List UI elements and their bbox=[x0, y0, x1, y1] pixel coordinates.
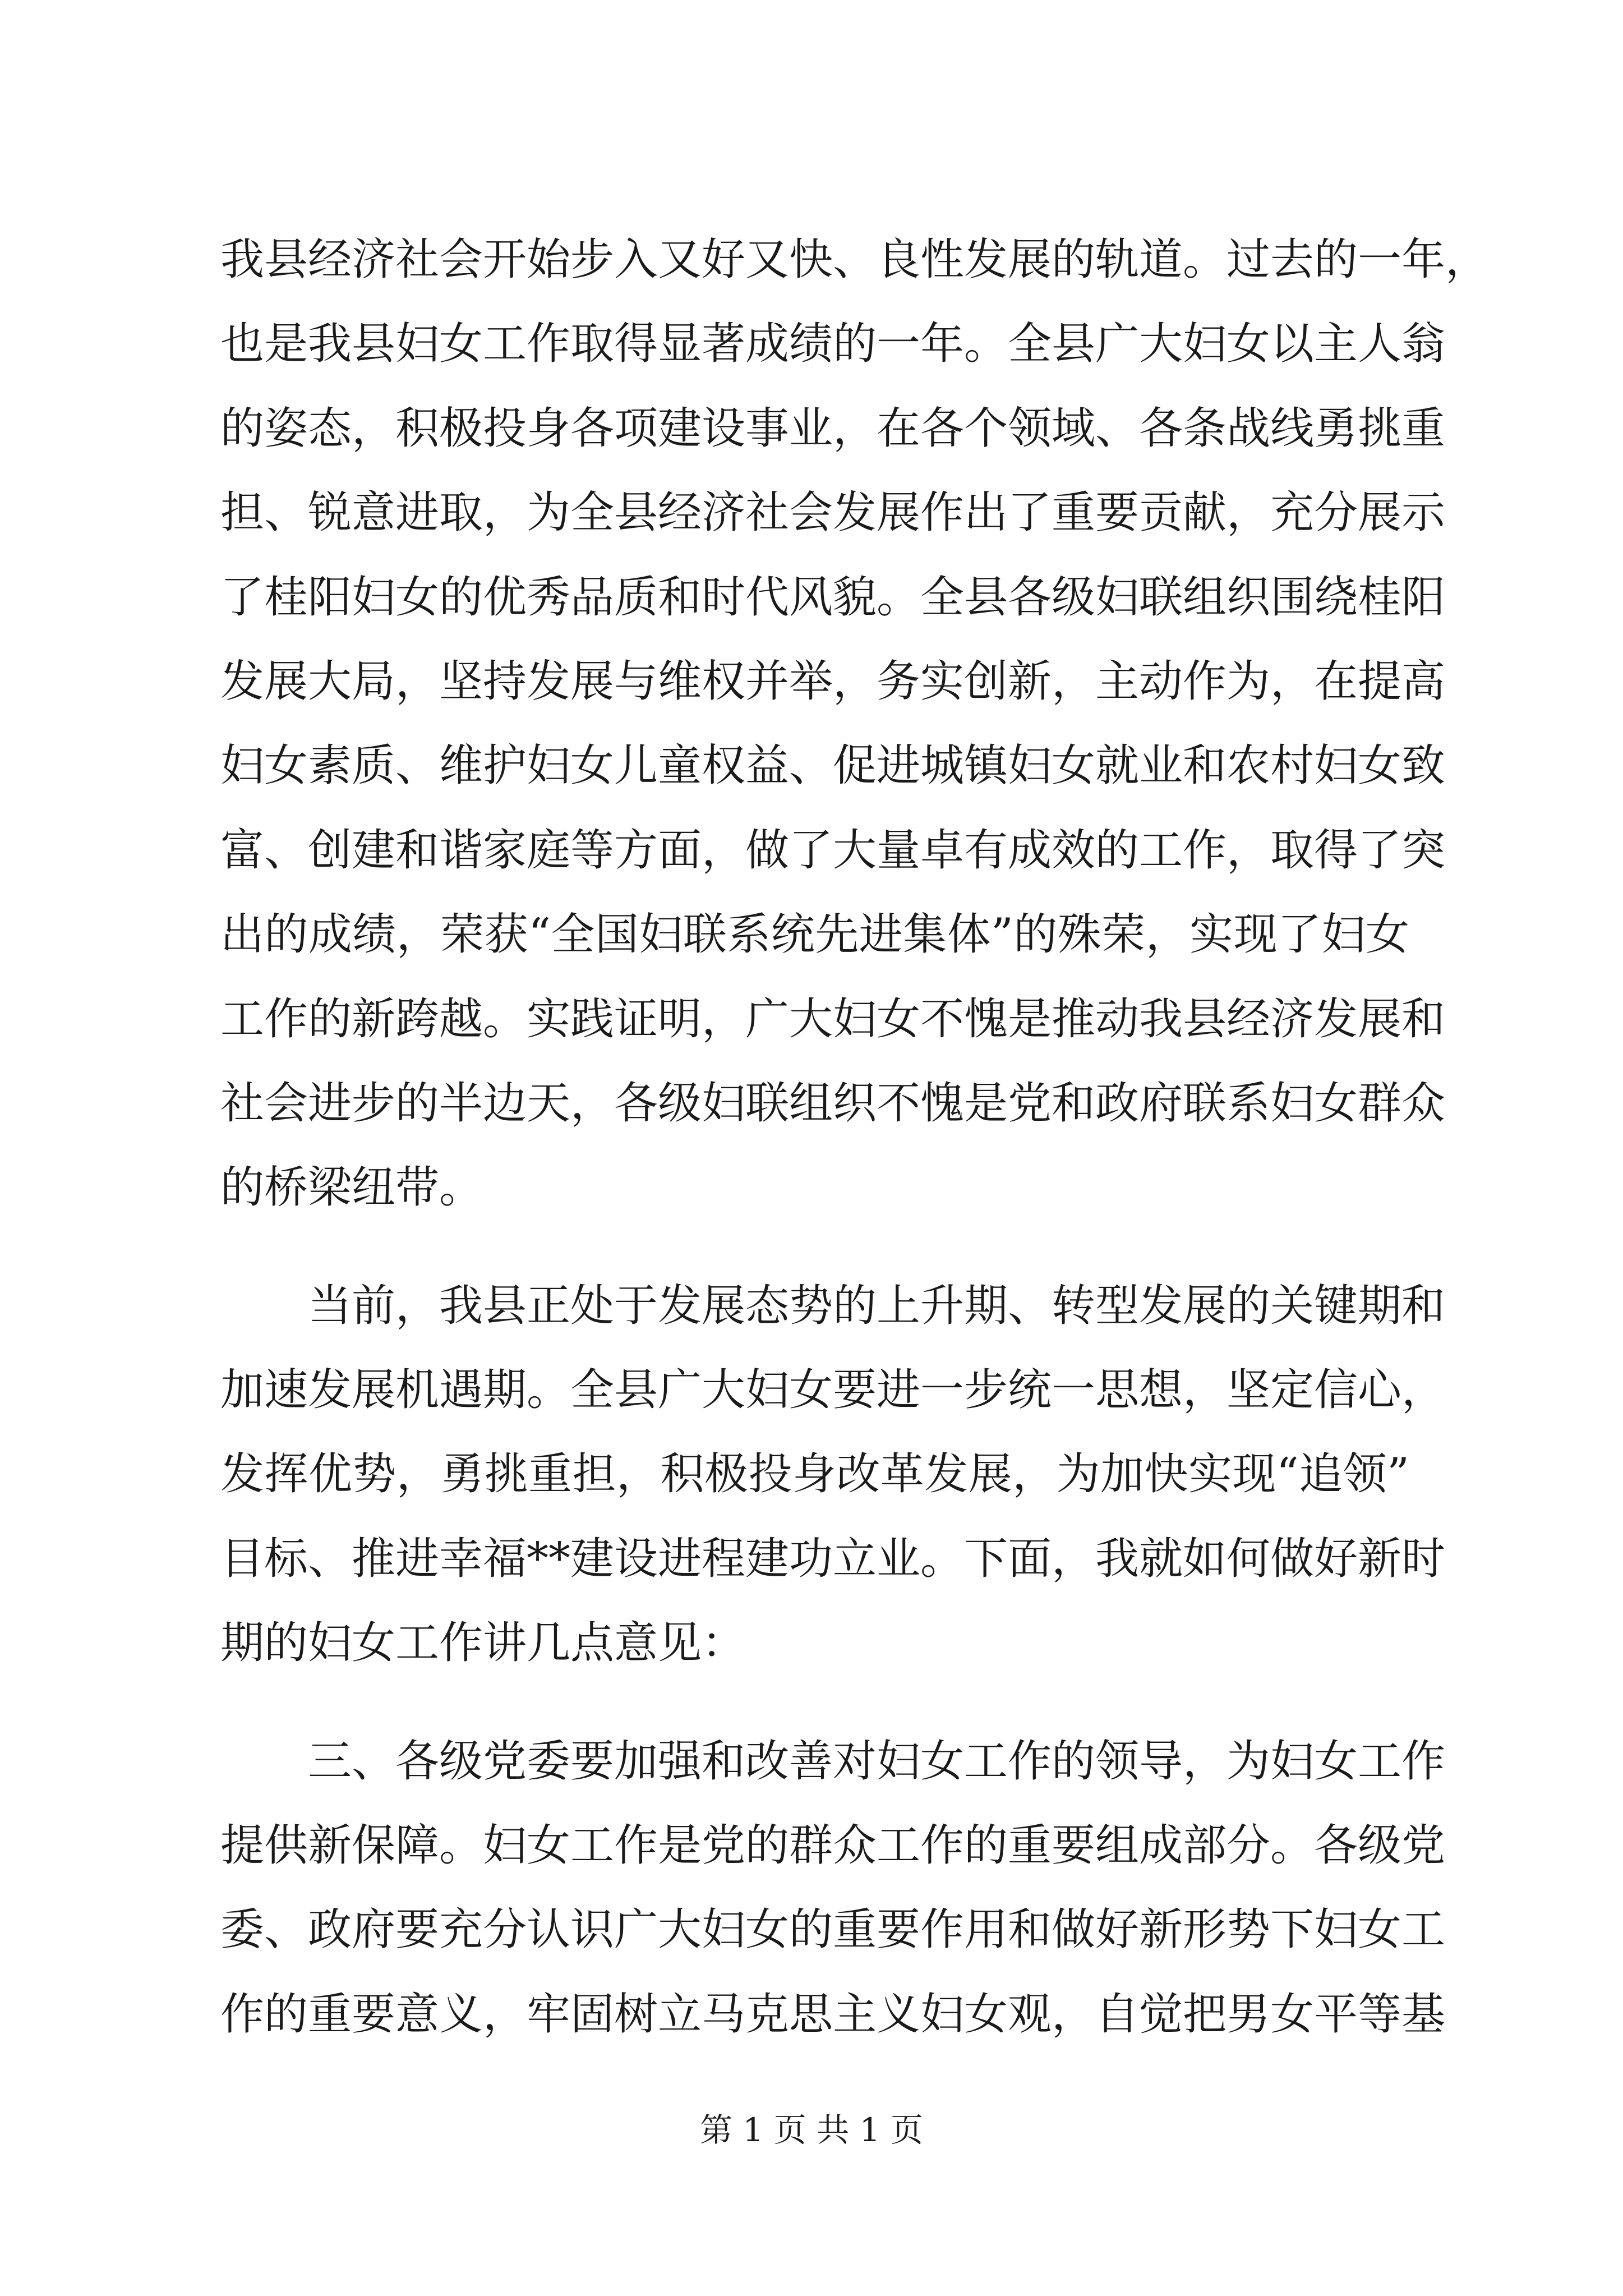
text-line: 发展大局，坚持发展与维权并举，务实创新，主动作为，在提高 bbox=[220, 656, 1446, 707]
document-body bbox=[220, 218, 1490, 2056]
text-line: 我县经济社会开始步入又好又快、良性发展的轨道。过去的一年， bbox=[220, 234, 1490, 285]
text-line: 三、各级党委要加强和改善对妇女工作的领导，为妇女工作 bbox=[308, 1736, 1446, 1787]
page-number: 第 1 页 共 1 页 bbox=[700, 2111, 923, 2149]
text-line: 加速发展机遇期。全县广大妇女要进一步统一思想，坚定信心， bbox=[220, 1365, 1446, 1416]
paragraph-3 bbox=[220, 1719, 1446, 2057]
paragraph-gap bbox=[220, 1686, 1409, 1719]
paragraph-2 bbox=[220, 1264, 1446, 1686]
text-line: 富、创建和谐家庭等方面，做了大量卓有成效的工作，取得了突 bbox=[220, 825, 1446, 876]
text-line: 发挥优势，勇挑重担，积极投身改革发展，为加快实现“追领” bbox=[220, 1449, 1409, 1500]
text-line: 的桥梁纽带。 bbox=[220, 1162, 483, 1213]
text-line: 出的成绩，荣获“全国妇联系统先进集体”的殊荣，实现了妇女 bbox=[220, 909, 1409, 960]
text-line: 作的重要意义，牢固树立马克思主义妇女观，自觉把男女平等基 bbox=[220, 1989, 1446, 2040]
text-line: 妇女素质、维护妇女儿童权益、促进城镇妇女就业和农村妇女致 bbox=[220, 740, 1446, 792]
text-line: 担、锐意进取，为全县经济社会发展作出了重要贡献，充分展示 bbox=[220, 487, 1446, 539]
text-line: 工作的新跨越。实践证明，广大妇女不愧是推动我县经济发展和 bbox=[220, 993, 1446, 1045]
text-line: 也是我县妇女工作取得显著成绩的一年。全县广大妇女以主人翁 bbox=[220, 319, 1446, 370]
text-line: 期的妇女工作讲几点意见： bbox=[220, 1618, 746, 1669]
text-line: 社会进步的半边天，各级妇联组织不愧是党和政府联系妇女群众 bbox=[220, 1078, 1446, 1129]
paragraph-1 bbox=[220, 218, 1490, 1230]
text-line: 目标、推进幸福**建设进程建功立业。下面，我就如何做好新时 bbox=[220, 1533, 1446, 1584]
text-line: 当前，我县正处于发展态势的上升期、转型发展的关键期和 bbox=[308, 1280, 1446, 1331]
paragraph-gap bbox=[220, 1230, 1409, 1264]
text-line: 了桂阳妇女的优秀品质和时代风貌。全县各级妇联组织围绕桂阳 bbox=[220, 572, 1446, 623]
text-line: 的姿态，积极投身各项建设事业，在各个领域、各条战线勇挑重 bbox=[220, 403, 1446, 454]
text-line: 提供新保障。妇女工作是党的群众工作的重要组成部分。各级党 bbox=[220, 1820, 1446, 1871]
page-footer bbox=[0, 2104, 1623, 2151]
text-line: 委、政府要充分认识广大妇女的重要作用和做好新形势下妇女工 bbox=[220, 1904, 1446, 1955]
